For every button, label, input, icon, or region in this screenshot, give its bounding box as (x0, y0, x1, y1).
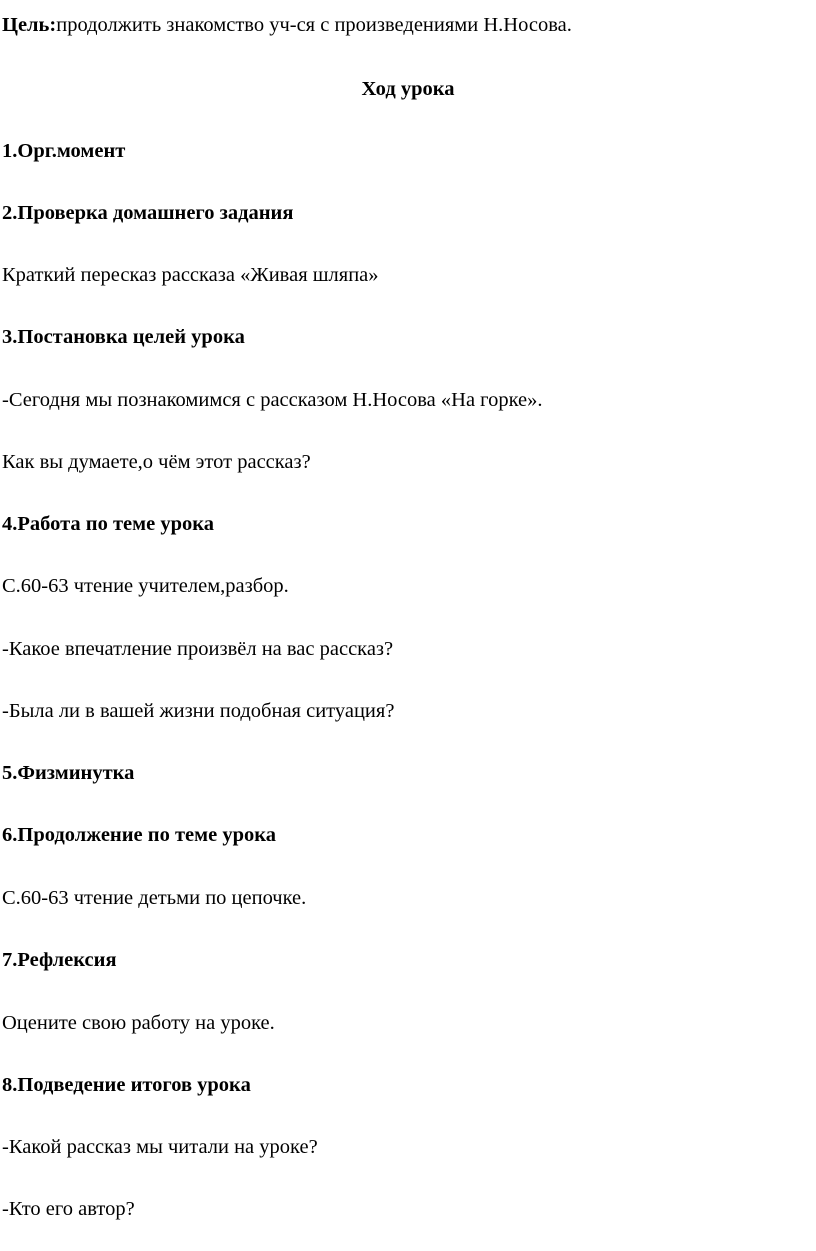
goal-line (2, 13, 572, 37)
section-3-line-1: -Сегодня мы познакомимся с рассказом Н.Носова «На горке». (2, 389, 543, 411)
section-5-heading: 5.Физминутка (2, 762, 135, 784)
goal-label: Цель: (2, 14, 57, 36)
section-6-line-1: С.60-63 чтение детьми по цепочке. (2, 887, 307, 909)
section-3-line-2: Как вы думаете,о чём этот рассказ? (2, 451, 311, 473)
section-2-heading: 2.Проверка домашнего задания (2, 202, 294, 224)
section-8-line-1: -Какой рассказ мы читали на уроке? (2, 1136, 318, 1158)
section-4-heading: 4.Работа по теме урока (2, 513, 214, 535)
lesson-title: Ход урока (361, 78, 455, 100)
section-3-heading: 3.Постановка целей урока (2, 326, 245, 348)
section-1-heading: 1.Орг.момент (2, 140, 126, 162)
section-8-line-2: -Кто его автор? (2, 1198, 135, 1220)
section-4-line-1: С.60-63 чтение учителем,разбор. (2, 575, 289, 597)
section-2-line-1: Краткий пересказ рассказа «Живая шляпа» (2, 264, 379, 286)
section-7-line-1: Оцените свою работу на уроке. (2, 1012, 275, 1034)
section-6-heading: 6.Продолжение по теме урока (2, 824, 276, 846)
section-7-heading: 7.Рефлексия (2, 949, 117, 971)
section-8-heading: 8.Подведение итогов урока (2, 1074, 251, 1096)
section-4-line-2: -Какое впечатление произвёл на вас рассказ? (2, 638, 394, 660)
section-4-line-3: -Была ли в вашей жизни подобная ситуация? (2, 700, 395, 722)
goal-text: продолжить знакомство уч-ся с произведениями Н.Носова. (56, 14, 572, 36)
